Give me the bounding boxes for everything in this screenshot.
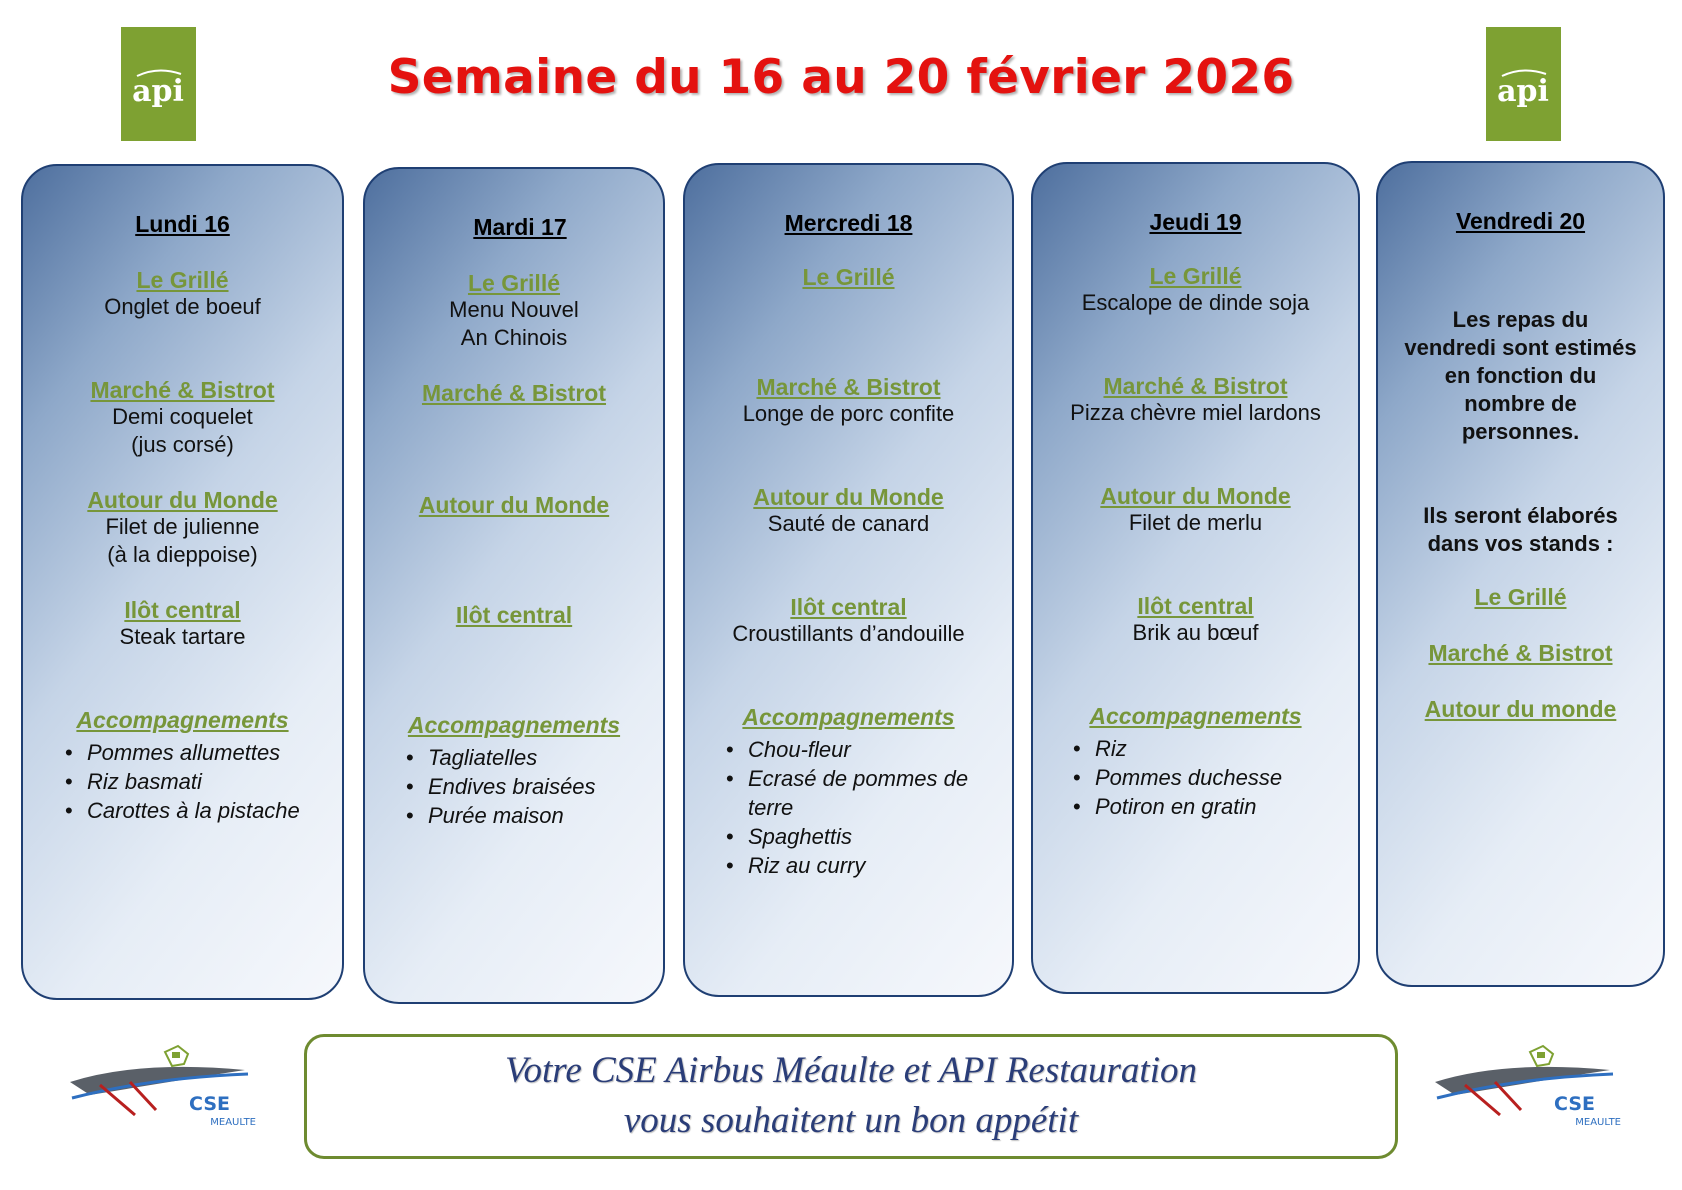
section-marche	[365, 380, 663, 406]
cse-meaulte-logo-left	[60, 1040, 260, 1140]
cse-sub-label: MEAULTE	[210, 1117, 256, 1128]
dish-text: Demi coquelet	[112, 404, 253, 429]
dish-text: Brik au bœuf	[1132, 620, 1259, 645]
note-line: vendredi sont estimés	[1404, 335, 1637, 360]
accompagnements-list	[1033, 734, 1358, 821]
day-title: Mardi 17	[473, 214, 567, 240]
note-line: dans vos stands :	[1427, 531, 1614, 556]
list-item: • Endives braisées	[428, 772, 663, 801]
cse-label: CSE	[1554, 1093, 1595, 1115]
day-card-vendredi	[1376, 161, 1665, 987]
section-label: Accompagnements	[76, 707, 289, 733]
section-label: Accompagnements	[1089, 703, 1302, 729]
section-label: Ilôt central	[1137, 593, 1254, 619]
section-grille	[1033, 263, 1358, 317]
note-line: nombre de	[1464, 391, 1577, 416]
accompagnements-list	[365, 743, 663, 830]
section-accompagnements	[1033, 703, 1358, 821]
footer-line-2: vous souhaitent un bon appétit	[623, 1100, 1079, 1141]
footer-line-1: Votre CSE Airbus Méaulte et API Restauration	[505, 1050, 1197, 1091]
day-card-jeudi	[1031, 162, 1360, 994]
list-item: terre	[748, 795, 794, 820]
list-item: • Spaghettis	[748, 822, 1012, 851]
dish-text: Escalope de dinde soja	[1081, 290, 1310, 315]
section-marche	[23, 377, 342, 459]
list-item: • Carottes à la pistache	[87, 796, 342, 825]
stand-label: Autour du monde	[1424, 696, 1617, 722]
section-grille	[23, 267, 342, 321]
section-label: Accompagnements	[742, 704, 955, 730]
list-item: • Riz au curry	[748, 851, 1012, 880]
section-label: Ilôt central	[455, 602, 573, 628]
section-ilot	[365, 602, 663, 628]
dish-text: (à la dieppoise)	[107, 542, 258, 567]
stand-label: Le Grillé	[1474, 584, 1567, 610]
section-monde	[1033, 483, 1358, 537]
dish-text: Filet de julienne	[105, 514, 260, 539]
day-title: Jeudi 19	[1149, 209, 1242, 235]
page-title: Semaine du 16 au 20 février 2026	[387, 50, 1295, 105]
section-label: Le Grillé	[802, 264, 895, 290]
cse-sub-label: MEAULTE	[1575, 1117, 1621, 1128]
dish-text: Menu Nouvel	[449, 297, 579, 322]
section-label: Marché & Bistrot	[421, 380, 607, 406]
section-grille	[685, 264, 1012, 290]
note-line: personnes.	[1461, 419, 1580, 444]
list-item: • Tagliatelles	[428, 743, 663, 772]
friday-note-stands	[1378, 502, 1663, 558]
section-label: Ilôt central	[790, 594, 907, 620]
day-card-lundi	[21, 164, 344, 1000]
note-line: en fonction du	[1444, 363, 1597, 388]
list-item: • Pommes allumettes	[87, 738, 342, 767]
cse-label: CSE	[189, 1093, 230, 1115]
dish-text: An Chinois	[460, 325, 568, 350]
section-accompagnements	[365, 712, 663, 830]
dish-text: Croustillants d’andouille	[732, 621, 965, 646]
section-label: Autour du Monde	[87, 487, 278, 513]
day-card-mardi	[363, 167, 665, 1004]
list-item: • Riz basmati	[87, 767, 342, 796]
api-logo-text: api	[132, 74, 184, 109]
day-card-mercredi	[683, 163, 1014, 997]
note-line: Ils seront élaborés	[1423, 503, 1618, 528]
section-accompagnements	[23, 707, 342, 825]
dish-text: (jus corsé)	[131, 432, 234, 457]
accompagnements-list	[685, 735, 1012, 880]
section-label: Le Grillé	[1149, 263, 1242, 289]
list-item: • Ecrasé de pommes de	[748, 764, 1012, 793]
section-ilot	[685, 594, 1012, 648]
list-item: • Potiron en gratin	[1095, 792, 1358, 821]
dish-text: Longe de porc confite	[742, 401, 955, 426]
friday-stands	[1378, 584, 1663, 722]
friday-note-estimation	[1378, 306, 1663, 446]
section-monde	[685, 484, 1012, 538]
section-monde	[23, 487, 342, 569]
section-monde	[365, 492, 663, 518]
dish-text: Pizza chèvre miel lardons	[1070, 400, 1321, 425]
section-label: Marché & Bistrot	[756, 374, 941, 400]
section-label: Ilôt central	[124, 597, 241, 623]
day-title: Lundi 16	[135, 211, 230, 237]
accompagnements-list	[23, 738, 342, 825]
cse-meaulte-logo-right	[1425, 1040, 1625, 1140]
dish-text: Steak tartare	[119, 624, 246, 649]
section-ilot	[1033, 593, 1358, 647]
section-marche	[1033, 373, 1358, 427]
dish-text: Onglet de boeuf	[104, 294, 261, 319]
section-ilot	[23, 597, 342, 651]
footer-message-box	[304, 1034, 1398, 1159]
section-grille	[365, 270, 663, 352]
section-label: Marché & Bistrot	[1103, 373, 1288, 399]
section-accompagnements	[685, 704, 1012, 880]
section-label: Marché & Bistrot	[90, 377, 275, 403]
day-title: Vendredi 20	[1455, 208, 1586, 234]
section-marche	[685, 374, 1012, 428]
section-label: Autour du Monde	[753, 484, 944, 510]
stand-label: Marché & Bistrot	[1428, 640, 1613, 666]
section-label: Autour du Monde	[418, 492, 610, 518]
api-logo-text: api	[1497, 74, 1549, 109]
list-item: • Chou-fleur	[748, 735, 1012, 764]
list-item: • Riz	[1095, 734, 1358, 763]
dish-text: Sauté de canard	[767, 511, 930, 536]
list-item: • Purée maison	[428, 801, 663, 830]
note-line: Les repas du	[1452, 307, 1589, 332]
dish-text: Filet de merlu	[1128, 510, 1263, 535]
section-label: Le Grillé	[136, 267, 229, 293]
day-title: Mercredi 18	[784, 210, 913, 236]
section-label: Le Grillé	[467, 270, 561, 296]
section-label: Accompagnements	[407, 712, 621, 738]
section-label: Autour du Monde	[1100, 483, 1291, 509]
list-item: • Pommes duchesse	[1095, 763, 1358, 792]
